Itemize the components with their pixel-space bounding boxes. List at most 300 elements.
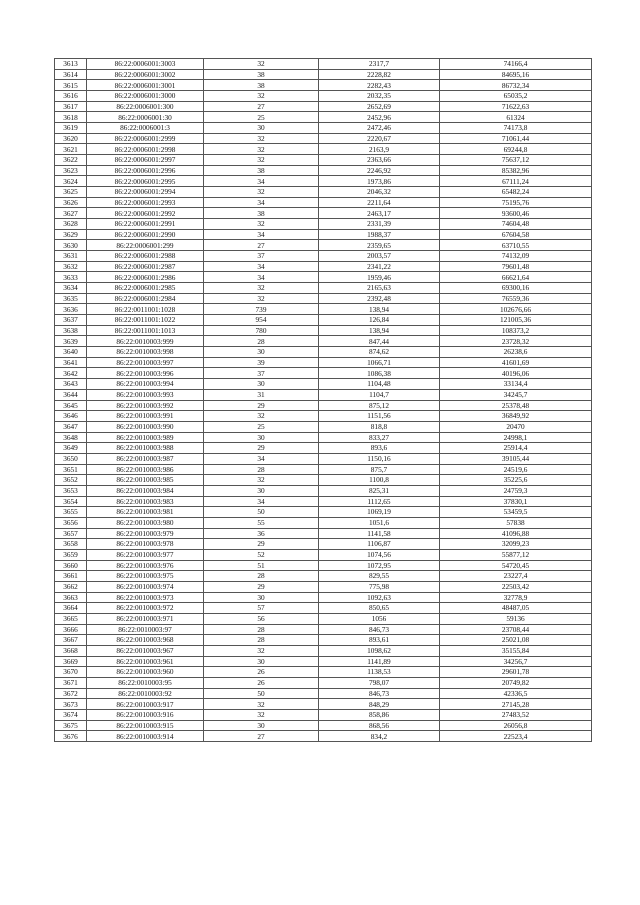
table-row bbox=[55, 325, 592, 336]
cadastral-number-cell: 86:22:0006001:3001 bbox=[87, 80, 204, 91]
specific-value-cell: 2472,46 bbox=[319, 123, 440, 134]
cadastral-number-cell: 86:22:0010003:914 bbox=[87, 731, 204, 742]
table-row bbox=[55, 571, 592, 582]
cadastral-number-cell: 86:22:0006001:2991 bbox=[87, 219, 204, 230]
table-row bbox=[55, 69, 592, 80]
cadastral-value-table bbox=[54, 58, 592, 742]
cadastral-value-cell: 23728,32 bbox=[440, 336, 592, 347]
specific-value-cell: 2363,66 bbox=[319, 155, 440, 166]
cadastral-number-cell: 86:22:0010003:973 bbox=[87, 592, 204, 603]
specific-value-cell: 2220,67 bbox=[319, 133, 440, 144]
cadastral-value-cell: 40196,06 bbox=[440, 368, 592, 379]
table-row bbox=[55, 592, 592, 603]
cadastral-number-cell: 86:22:0006001:3002 bbox=[87, 69, 204, 80]
row-number-cell: 3674 bbox=[55, 709, 87, 720]
cadastral-value-cell: 86732,34 bbox=[440, 80, 592, 91]
cadastral-number-cell: 86:22:0006001:2988 bbox=[87, 251, 204, 262]
area-cell: 25 bbox=[204, 112, 319, 123]
specific-value-cell: 1056 bbox=[319, 613, 440, 624]
table-row bbox=[55, 560, 592, 571]
cadastral-number-cell: 86:22:0006001:2998 bbox=[87, 144, 204, 155]
table-row bbox=[55, 59, 592, 70]
cadastral-number-cell: 86:22:0010003:983 bbox=[87, 496, 204, 507]
table-row bbox=[55, 91, 592, 102]
cadastral-value-cell: 65035,2 bbox=[440, 91, 592, 102]
table-row bbox=[55, 144, 592, 155]
area-cell: 34 bbox=[204, 229, 319, 240]
row-number-cell: 3649 bbox=[55, 443, 87, 454]
cadastral-number-cell: 86:22:0010003:977 bbox=[87, 549, 204, 560]
area-cell: 39 bbox=[204, 357, 319, 368]
table-row bbox=[55, 283, 592, 294]
area-cell: 37 bbox=[204, 251, 319, 262]
specific-value-cell: 1104,48 bbox=[319, 379, 440, 390]
row-number-cell: 3656 bbox=[55, 517, 87, 528]
cadastral-number-cell: 86:22:0010003:92 bbox=[87, 688, 204, 699]
specific-value-cell: 846,73 bbox=[319, 688, 440, 699]
table-row bbox=[55, 539, 592, 550]
table-row bbox=[55, 581, 592, 592]
row-number-cell: 3614 bbox=[55, 69, 87, 80]
cadastral-value-cell: 84695,16 bbox=[440, 69, 592, 80]
cadastral-value-cell: 76559,36 bbox=[440, 293, 592, 304]
specific-value-cell: 858,86 bbox=[319, 709, 440, 720]
specific-value-cell: 2652,69 bbox=[319, 101, 440, 112]
area-cell: 50 bbox=[204, 507, 319, 518]
area-cell: 50 bbox=[204, 688, 319, 699]
cadastral-value-cell: 108373,2 bbox=[440, 325, 592, 336]
row-number-cell: 3663 bbox=[55, 592, 87, 603]
row-number-cell: 3615 bbox=[55, 80, 87, 91]
cadastral-value-cell: 33134,4 bbox=[440, 379, 592, 390]
specific-value-cell: 1141,58 bbox=[319, 528, 440, 539]
specific-value-cell: 1098,62 bbox=[319, 645, 440, 656]
table-row bbox=[55, 421, 592, 432]
cadastral-value-cell: 41096,88 bbox=[440, 528, 592, 539]
row-number-cell: 3620 bbox=[55, 133, 87, 144]
specific-value-cell: 2452,96 bbox=[319, 112, 440, 123]
cadastral-number-cell: 86:22:0006001:2985 bbox=[87, 283, 204, 294]
table-row bbox=[55, 485, 592, 496]
table-row bbox=[55, 304, 592, 315]
table-row bbox=[55, 197, 592, 208]
area-cell: 32 bbox=[204, 59, 319, 70]
table-row bbox=[55, 251, 592, 262]
cadastral-value-cell: 71622,63 bbox=[440, 101, 592, 112]
cadastral-number-cell: 86:22:0010003:991 bbox=[87, 411, 204, 422]
cadastral-value-cell: 61324 bbox=[440, 112, 592, 123]
row-number-cell: 3662 bbox=[55, 581, 87, 592]
table-row bbox=[55, 155, 592, 166]
specific-value-cell: 2165,63 bbox=[319, 283, 440, 294]
area-cell: 27 bbox=[204, 731, 319, 742]
specific-value-cell: 1072,95 bbox=[319, 560, 440, 571]
cadastral-number-cell: 86:22:0006001:2984 bbox=[87, 293, 204, 304]
specific-value-cell: 1959,46 bbox=[319, 272, 440, 283]
area-cell: 29 bbox=[204, 539, 319, 550]
cadastral-value-cell: 32778,9 bbox=[440, 592, 592, 603]
cadastral-value-cell: 20470 bbox=[440, 421, 592, 432]
row-number-cell: 3628 bbox=[55, 219, 87, 230]
row-number-cell: 3655 bbox=[55, 507, 87, 518]
area-cell: 780 bbox=[204, 325, 319, 336]
row-number-cell: 3660 bbox=[55, 560, 87, 571]
row-number-cell: 3657 bbox=[55, 528, 87, 539]
cadastral-number-cell: 86:22:0010003:972 bbox=[87, 603, 204, 614]
area-cell: 57 bbox=[204, 603, 319, 614]
cadastral-value-cell: 67111,24 bbox=[440, 176, 592, 187]
area-cell: 34 bbox=[204, 453, 319, 464]
table-row bbox=[55, 240, 592, 251]
cadastral-value-cell: 39105,44 bbox=[440, 453, 592, 464]
area-cell: 32 bbox=[204, 219, 319, 230]
specific-value-cell: 847,44 bbox=[319, 336, 440, 347]
area-cell: 32 bbox=[204, 187, 319, 198]
area-cell: 32 bbox=[204, 293, 319, 304]
cadastral-number-cell: 86:22:0010003:988 bbox=[87, 443, 204, 454]
cadastral-value-cell: 41601,69 bbox=[440, 357, 592, 368]
cadastral-number-cell: 86:22:0010003:917 bbox=[87, 699, 204, 710]
row-number-cell: 3617 bbox=[55, 101, 87, 112]
table-row bbox=[55, 475, 592, 486]
cadastral-number-cell: 86:22:0011001:1028 bbox=[87, 304, 204, 315]
area-cell: 32 bbox=[204, 411, 319, 422]
area-cell: 27 bbox=[204, 101, 319, 112]
specific-value-cell: 2317,7 bbox=[319, 59, 440, 70]
cadastral-value-cell: 69244,8 bbox=[440, 144, 592, 155]
row-number-cell: 3635 bbox=[55, 293, 87, 304]
area-cell: 32 bbox=[204, 699, 319, 710]
row-number-cell: 3629 bbox=[55, 229, 87, 240]
specific-value-cell: 2003,57 bbox=[319, 251, 440, 262]
table-row bbox=[55, 219, 592, 230]
table-row bbox=[55, 613, 592, 624]
specific-value-cell: 1112,65 bbox=[319, 496, 440, 507]
cadastral-value-cell: 35225,6 bbox=[440, 475, 592, 486]
cadastral-number-cell: 86:22:0010003:997 bbox=[87, 357, 204, 368]
specific-value-cell: 833,27 bbox=[319, 432, 440, 443]
cadastral-value-cell: 29601,78 bbox=[440, 667, 592, 678]
area-cell: 32 bbox=[204, 91, 319, 102]
specific-value-cell: 2282,43 bbox=[319, 80, 440, 91]
specific-value-cell: 893,6 bbox=[319, 443, 440, 454]
area-cell: 30 bbox=[204, 379, 319, 390]
specific-value-cell: 1066,71 bbox=[319, 357, 440, 368]
specific-value-cell: 1150,16 bbox=[319, 453, 440, 464]
row-number-cell: 3670 bbox=[55, 667, 87, 678]
row-number-cell: 3665 bbox=[55, 613, 87, 624]
specific-value-cell: 1151,56 bbox=[319, 411, 440, 422]
specific-value-cell: 2246,92 bbox=[319, 165, 440, 176]
area-cell: 28 bbox=[204, 635, 319, 646]
row-number-cell: 3651 bbox=[55, 464, 87, 475]
cadastral-number-cell: 86:22:0010003:961 bbox=[87, 656, 204, 667]
row-number-cell: 3648 bbox=[55, 432, 87, 443]
row-number-cell: 3642 bbox=[55, 368, 87, 379]
table-row bbox=[55, 645, 592, 656]
cadastral-number-cell: 86:22:0010003:994 bbox=[87, 379, 204, 390]
area-cell: 30 bbox=[204, 485, 319, 496]
area-cell: 28 bbox=[204, 464, 319, 475]
cadastral-number-cell: 86:22:0006001:3 bbox=[87, 123, 204, 134]
cadastral-value-cell: 27483,52 bbox=[440, 709, 592, 720]
table-row bbox=[55, 379, 592, 390]
area-cell: 28 bbox=[204, 336, 319, 347]
cadastral-value-cell: 34245,7 bbox=[440, 389, 592, 400]
specific-value-cell: 2046,32 bbox=[319, 187, 440, 198]
specific-value-cell: 818,8 bbox=[319, 421, 440, 432]
table-row bbox=[55, 656, 592, 667]
specific-value-cell: 1074,56 bbox=[319, 549, 440, 560]
specific-value-cell: 850,65 bbox=[319, 603, 440, 614]
cadastral-value-cell: 59136 bbox=[440, 613, 592, 624]
table-row bbox=[55, 315, 592, 326]
row-number-cell: 3613 bbox=[55, 59, 87, 70]
specific-value-cell: 126,84 bbox=[319, 315, 440, 326]
row-number-cell: 3652 bbox=[55, 475, 87, 486]
specific-value-cell: 2341,22 bbox=[319, 261, 440, 272]
table-row bbox=[55, 453, 592, 464]
cadastral-number-cell: 86:22:0011001:1013 bbox=[87, 325, 204, 336]
area-cell: 26 bbox=[204, 677, 319, 688]
specific-value-cell: 138,94 bbox=[319, 325, 440, 336]
area-cell: 36 bbox=[204, 528, 319, 539]
specific-value-cell: 874,62 bbox=[319, 347, 440, 358]
area-cell: 30 bbox=[204, 656, 319, 667]
cadastral-value-cell: 74604,48 bbox=[440, 219, 592, 230]
table-row bbox=[55, 720, 592, 731]
cadastral-value-cell: 22523,4 bbox=[440, 731, 592, 742]
row-number-cell: 3658 bbox=[55, 539, 87, 550]
area-cell: 34 bbox=[204, 176, 319, 187]
area-cell: 32 bbox=[204, 155, 319, 166]
area-cell: 37 bbox=[204, 368, 319, 379]
specific-value-cell: 1988,37 bbox=[319, 229, 440, 240]
specific-value-cell: 2463,17 bbox=[319, 208, 440, 219]
table-row bbox=[55, 496, 592, 507]
table-row bbox=[55, 123, 592, 134]
row-number-cell: 3632 bbox=[55, 261, 87, 272]
row-number-cell: 3672 bbox=[55, 688, 87, 699]
cadastral-value-cell: 23708,44 bbox=[440, 624, 592, 635]
specific-value-cell: 2211,64 bbox=[319, 197, 440, 208]
specific-value-cell: 138,94 bbox=[319, 304, 440, 315]
area-cell: 31 bbox=[204, 389, 319, 400]
specific-value-cell: 1141,89 bbox=[319, 656, 440, 667]
area-cell: 32 bbox=[204, 475, 319, 486]
cadastral-value-cell: 37830,1 bbox=[440, 496, 592, 507]
row-number-cell: 3666 bbox=[55, 624, 87, 635]
cadastral-number-cell: 86:22:0011001:1022 bbox=[87, 315, 204, 326]
area-cell: 34 bbox=[204, 261, 319, 272]
cadastral-number-cell: 86:22:0010003:978 bbox=[87, 539, 204, 550]
cadastral-value-cell: 26056,8 bbox=[440, 720, 592, 731]
row-number-cell: 3664 bbox=[55, 603, 87, 614]
specific-value-cell: 875,7 bbox=[319, 464, 440, 475]
row-number-cell: 3675 bbox=[55, 720, 87, 731]
specific-value-cell: 1092,63 bbox=[319, 592, 440, 603]
row-number-cell: 3621 bbox=[55, 144, 87, 155]
row-number-cell: 3653 bbox=[55, 485, 87, 496]
area-cell: 30 bbox=[204, 592, 319, 603]
table-row bbox=[55, 677, 592, 688]
cadastral-value-cell: 71061,44 bbox=[440, 133, 592, 144]
cadastral-value-cell: 74166,4 bbox=[440, 59, 592, 70]
cadastral-number-cell: 86:22:0006001:2986 bbox=[87, 272, 204, 283]
area-cell: 38 bbox=[204, 80, 319, 91]
table-row bbox=[55, 549, 592, 560]
row-number-cell: 3668 bbox=[55, 645, 87, 656]
cadastral-number-cell: 86:22:0010003:971 bbox=[87, 613, 204, 624]
specific-value-cell: 1106,87 bbox=[319, 539, 440, 550]
cadastral-value-cell: 102676,66 bbox=[440, 304, 592, 315]
cadastral-value-cell: 93600,46 bbox=[440, 208, 592, 219]
cadastral-value-cell: 79601,48 bbox=[440, 261, 592, 272]
cadastral-value-cell: 85382,96 bbox=[440, 165, 592, 176]
cadastral-value-cell: 65482,24 bbox=[440, 187, 592, 198]
row-number-cell: 3645 bbox=[55, 400, 87, 411]
specific-value-cell: 2163,9 bbox=[319, 144, 440, 155]
area-cell: 26 bbox=[204, 667, 319, 678]
specific-value-cell: 2228,82 bbox=[319, 69, 440, 80]
cadastral-number-cell: 86:22:0010003:95 bbox=[87, 677, 204, 688]
area-cell: 52 bbox=[204, 549, 319, 560]
table-row bbox=[55, 368, 592, 379]
cadastral-number-cell: 86:22:0010003:996 bbox=[87, 368, 204, 379]
specific-value-cell: 2032,35 bbox=[319, 91, 440, 102]
table-row bbox=[55, 80, 592, 91]
cadastral-number-cell: 86:22:0006001:2994 bbox=[87, 187, 204, 198]
table-row bbox=[55, 229, 592, 240]
table-row bbox=[55, 624, 592, 635]
cadastral-number-cell: 86:22:0010003:990 bbox=[87, 421, 204, 432]
table-row bbox=[55, 443, 592, 454]
row-number-cell: 3650 bbox=[55, 453, 87, 464]
table-row bbox=[55, 699, 592, 710]
cadastral-number-cell: 86:22:0010003:916 bbox=[87, 709, 204, 720]
row-number-cell: 3659 bbox=[55, 549, 87, 560]
cadastral-value-cell: 67604,58 bbox=[440, 229, 592, 240]
cadastral-value-cell: 69300,16 bbox=[440, 283, 592, 294]
table-row bbox=[55, 101, 592, 112]
area-cell: 30 bbox=[204, 123, 319, 134]
area-cell: 32 bbox=[204, 645, 319, 656]
cadastral-number-cell: 86:22:0010003:979 bbox=[87, 528, 204, 539]
specific-value-cell: 829,55 bbox=[319, 571, 440, 582]
cadastral-value-cell: 24998,1 bbox=[440, 432, 592, 443]
cadastral-number-cell: 86:22:0010003:968 bbox=[87, 635, 204, 646]
row-number-cell: 3638 bbox=[55, 325, 87, 336]
row-number-cell: 3619 bbox=[55, 123, 87, 134]
row-number-cell: 3627 bbox=[55, 208, 87, 219]
table-row bbox=[55, 400, 592, 411]
row-number-cell: 3623 bbox=[55, 165, 87, 176]
cadastral-value-cell: 23227,4 bbox=[440, 571, 592, 582]
specific-value-cell: 2392,48 bbox=[319, 293, 440, 304]
area-cell: 32 bbox=[204, 144, 319, 155]
specific-value-cell: 875,12 bbox=[319, 400, 440, 411]
cadastral-number-cell: 86:22:0006001:2997 bbox=[87, 155, 204, 166]
table-row bbox=[55, 272, 592, 283]
cadastral-number-cell: 86:22:0010003:999 bbox=[87, 336, 204, 347]
row-number-cell: 3637 bbox=[55, 315, 87, 326]
table-row bbox=[55, 208, 592, 219]
cadastral-number-cell: 86:22:0010003:97 bbox=[87, 624, 204, 635]
area-cell: 30 bbox=[204, 720, 319, 731]
area-cell: 32 bbox=[204, 133, 319, 144]
cadastral-number-cell: 86:22:0010003:974 bbox=[87, 581, 204, 592]
table-row bbox=[55, 336, 592, 347]
table-row bbox=[55, 347, 592, 358]
cadastral-value-cell: 20749,82 bbox=[440, 677, 592, 688]
specific-value-cell: 825,31 bbox=[319, 485, 440, 496]
cadastral-number-cell: 86:22:0010003:967 bbox=[87, 645, 204, 656]
row-number-cell: 3640 bbox=[55, 347, 87, 358]
cadastral-number-cell: 86:22:0010003:993 bbox=[87, 389, 204, 400]
specific-value-cell: 1086,38 bbox=[319, 368, 440, 379]
cadastral-value-cell: 75637,12 bbox=[440, 155, 592, 166]
row-number-cell: 3639 bbox=[55, 336, 87, 347]
table-row bbox=[55, 389, 592, 400]
area-cell: 51 bbox=[204, 560, 319, 571]
cadastral-value-cell: 27145,28 bbox=[440, 699, 592, 710]
cadastral-value-cell: 57838 bbox=[440, 517, 592, 528]
row-number-cell: 3667 bbox=[55, 635, 87, 646]
row-number-cell: 3646 bbox=[55, 411, 87, 422]
specific-value-cell: 893,61 bbox=[319, 635, 440, 646]
area-cell: 29 bbox=[204, 581, 319, 592]
cadastral-number-cell: 86:22:0006001:3003 bbox=[87, 59, 204, 70]
area-cell: 30 bbox=[204, 432, 319, 443]
cadastral-value-cell: 32099,23 bbox=[440, 539, 592, 550]
specific-value-cell: 775,98 bbox=[319, 581, 440, 592]
table-row bbox=[55, 293, 592, 304]
area-cell: 29 bbox=[204, 400, 319, 411]
cadastral-value-cell: 25021,08 bbox=[440, 635, 592, 646]
area-cell: 34 bbox=[204, 272, 319, 283]
specific-value-cell: 1104,7 bbox=[319, 389, 440, 400]
area-cell: 34 bbox=[204, 496, 319, 507]
cadastral-number-cell: 86:22:0006001:3000 bbox=[87, 91, 204, 102]
area-cell: 27 bbox=[204, 240, 319, 251]
row-number-cell: 3624 bbox=[55, 176, 87, 187]
area-cell: 32 bbox=[204, 709, 319, 720]
specific-value-cell: 848,29 bbox=[319, 699, 440, 710]
specific-value-cell: 798,07 bbox=[319, 677, 440, 688]
cadastral-number-cell: 86:22:0010003:986 bbox=[87, 464, 204, 475]
specific-value-cell: 868,56 bbox=[319, 720, 440, 731]
row-number-cell: 3618 bbox=[55, 112, 87, 123]
row-number-cell: 3636 bbox=[55, 304, 87, 315]
area-cell: 56 bbox=[204, 613, 319, 624]
table-row bbox=[55, 507, 592, 518]
table-row bbox=[55, 261, 592, 272]
table-row bbox=[55, 411, 592, 422]
area-cell: 30 bbox=[204, 347, 319, 358]
cadastral-number-cell: 86:22:0010003:989 bbox=[87, 432, 204, 443]
cadastral-value-cell: 74173,8 bbox=[440, 123, 592, 134]
table-row bbox=[55, 112, 592, 123]
cadastral-number-cell: 86:22:0010003:976 bbox=[87, 560, 204, 571]
area-cell: 34 bbox=[204, 197, 319, 208]
specific-value-cell: 1069,19 bbox=[319, 507, 440, 518]
area-cell: 28 bbox=[204, 624, 319, 635]
specific-value-cell: 1973,86 bbox=[319, 176, 440, 187]
cadastral-value-cell: 26238,6 bbox=[440, 347, 592, 358]
row-number-cell: 3643 bbox=[55, 379, 87, 390]
row-number-cell: 3676 bbox=[55, 731, 87, 742]
cadastral-number-cell: 86:22:0010003:992 bbox=[87, 400, 204, 411]
